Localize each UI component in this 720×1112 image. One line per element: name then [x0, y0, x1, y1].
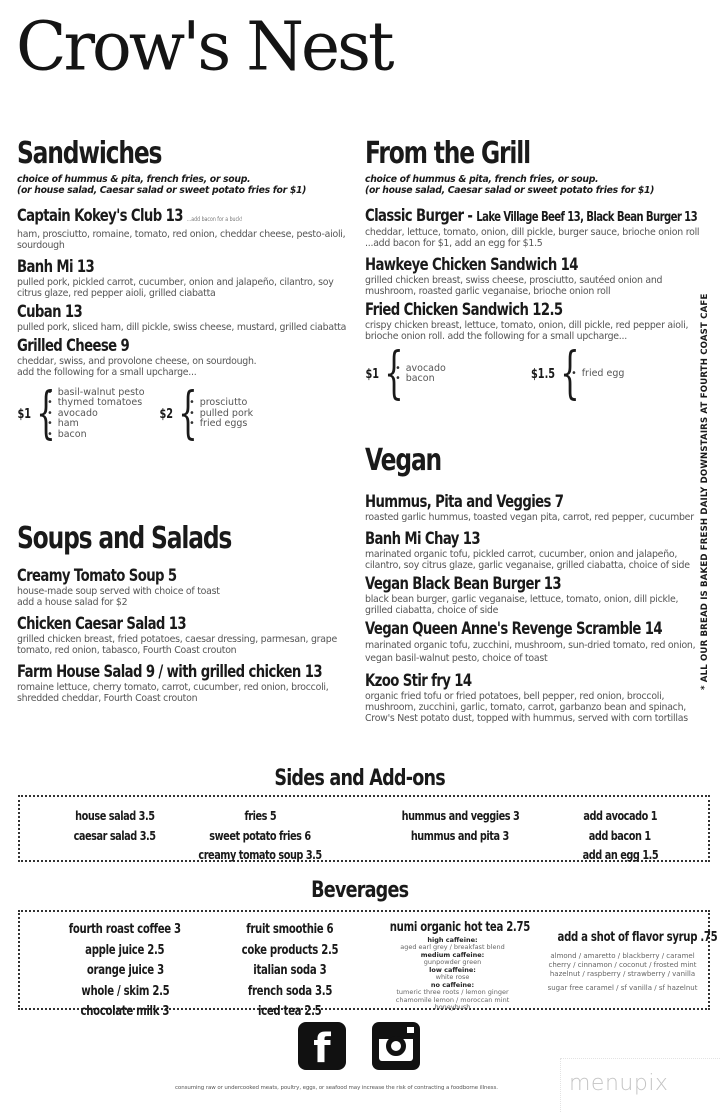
tea-group-heading: high caffeine: [427, 935, 478, 944]
item-name: Grilled Cheese 9 [17, 336, 130, 356]
tea-option: honeybush [434, 1003, 471, 1011]
watermark-text: menupix [569, 1071, 669, 1096]
menu-item [365, 574, 705, 616]
facebook-icon[interactable] [298, 1022, 346, 1070]
upcharge-group [361, 341, 446, 406]
facebook-glyph: f [313, 1026, 331, 1072]
upcharge-option: • bacon [395, 374, 446, 385]
item-name: Fried Chicken Sandwich 12.5 [365, 300, 563, 320]
beverage-item: italian soda 3 [253, 963, 327, 978]
item-subtitle: Lake Village Beef 13, Black Bean Burger 13 [476, 210, 698, 225]
item-description: romaine lettuce, cherry tomato, carrot, cucumber, red onion, broccoli, shredded cheddar, Fourth Coast crouton [17, 682, 329, 704]
upcharge-option: • prosciutto [189, 398, 253, 409]
tea-option: chamomile lemon / moroccan mint [395, 995, 510, 1004]
vegan-section [365, 444, 705, 724]
item-name: Cuban 13 [17, 302, 83, 322]
item-description: crispy chicken breast, lettuce, tomato, onion, dill pickle, red pepper aioli, brioche onion roll. add the following for a small upcharge... [365, 320, 689, 342]
upcharge-price: $2 [159, 406, 174, 422]
upcharge-option: • avocado [395, 364, 446, 375]
beverage-column [40, 918, 210, 1021]
beverage-item: iced tea 2.5 [258, 1004, 322, 1019]
syrup-flavors [535, 952, 710, 993]
item-name: Banh Mi 13 [17, 257, 95, 277]
item-description: pulled pork, pickled carrot, cucumber, onion and jalapeño, cilantro, soy citrus glaze, red pepper aioli, grilled ciabatta [17, 277, 334, 299]
syrup-title: add a shot of flavor syrup .75 [557, 930, 718, 945]
sides-box [18, 795, 710, 862]
side-item: creamy tomato soup 3.5 [198, 847, 322, 862]
upcharge-list [47, 388, 145, 441]
upcharge-option: • fried eggs [189, 419, 253, 430]
upcharge-options [365, 341, 700, 408]
side-item: hummus and veggies 3 [401, 808, 519, 823]
side-item: house salad 3.5 [75, 808, 155, 823]
upcharge-group [523, 341, 625, 406]
beverage-item: french soda 3.5 [247, 983, 333, 999]
beverage-item: apple juice 2.5 [85, 942, 165, 958]
instagram-lens [386, 1036, 406, 1056]
side-item: add bacon 1 [589, 827, 651, 843]
upcharge-option: • pulled pork [189, 409, 253, 420]
menu-item [365, 300, 700, 342]
section-title: Soups and Salads [17, 521, 232, 556]
watermark [560, 1058, 720, 1112]
item-title: Classic Burger - [365, 206, 477, 226]
sides-column [550, 805, 690, 864]
item-description: house-made soup served with choice of toast [17, 586, 220, 597]
syrup-line: sugar free caramel / sf vanilla / sf hazelnut [547, 983, 698, 992]
beverage-item: coke products 2.5 [241, 942, 339, 958]
brace-icon: { [36, 381, 56, 446]
side-item: add avocado 1 [583, 808, 657, 823]
item-name: Hawkeye Chicken Sandwich 14 [365, 255, 578, 275]
menu-item [17, 206, 352, 251]
item-description: grilled chicken breast, fried potatoes, caesar dressing, parmesan, grape tomato, red onion, tabasco, Fourth Coast crouton [17, 634, 337, 656]
menu-item [365, 492, 705, 523]
item-note: ...add bacon for a buck! [186, 216, 243, 223]
right-column [365, 136, 700, 724]
side-item: sweet potato fries 6 [209, 827, 311, 843]
item-name: Vegan Black Bean Burger 13 [365, 574, 561, 594]
section-title: Vegan [365, 443, 442, 478]
syrup-line: cherry / cinnamon / coconut / frosted mint [548, 960, 697, 969]
item-name: Banh Mi Chay 13 [365, 529, 480, 549]
tea-option: aged earl grey / breakfast blend [400, 943, 505, 951]
section-note [17, 174, 352, 196]
menu-item [365, 671, 705, 724]
item-name: Creamy Tomato Soup 5 [17, 566, 177, 586]
beverage-column [205, 918, 375, 1021]
side-item: add an egg 1.5 [582, 847, 658, 862]
item-description: organic fried tofu or fried potatoes, bell pepper, red onion, broccoli, mushroom, zucchini, garlic, tomato, carrot, garbanzo bean and spinach, Crow's Nest potato dust, topped with hummus, served with corn tortillas [365, 691, 688, 724]
item-description: ham, prosciutto, romaine, tomato, red onion, cheddar cheese, pesto-aioli, sourdough [17, 229, 346, 251]
tea-group-heading: low caffeine: [429, 965, 476, 974]
sandwiches-section [17, 137, 352, 448]
grill-section [365, 137, 700, 408]
brace-icon: { [178, 381, 198, 446]
instagram-icon[interactable] [372, 1022, 420, 1070]
upcharge-option: • fried egg [571, 369, 624, 380]
side-item: fries 5 [244, 808, 276, 823]
menu-item [365, 255, 700, 297]
side-item: caesar salad 3.5 [73, 827, 157, 843]
beverage-item: fruit smoothie 6 [246, 922, 334, 937]
tea-title: numi organic hot tea 2.75 [389, 920, 530, 935]
section-title: Sandwiches [17, 136, 162, 171]
item-description: pulled pork, sliced ham, dill pickle, swiss cheese, mustard, grilled ciabatta [17, 322, 347, 333]
item-title: Captain Kokey's Club 13 [17, 206, 183, 226]
upcharge-option: • ham [47, 419, 145, 430]
menu-item [365, 619, 705, 665]
item-name: Hummus, Pita and Veggies 7 [365, 492, 564, 512]
upcharge-option: • avocado [47, 409, 145, 420]
upcharge-option: • bacon [47, 430, 145, 441]
bread-note: * ALL OUR BREAD IS BAKED FRESH DAILY DOWNSTAIRS AT FOURTH COAST CAFE [700, 293, 710, 690]
menu-item [17, 257, 352, 299]
item-name: Vegan Queen Anne's Revenge Scramble 14 [365, 619, 662, 639]
note-line: choice of hummus & pita, french fries, or soup. [365, 174, 599, 185]
menu-item [365, 529, 705, 571]
sides-column [370, 805, 550, 844]
beverage-item: fourth roast coffee 3 [68, 922, 181, 937]
section-title: Beverages [311, 878, 409, 903]
left-column [17, 136, 352, 704]
tea-option: gunpowder green [423, 958, 482, 966]
note-line: (or house salad, Caesar salad or sweet potato fries for $1) [365, 185, 655, 196]
item-description: cheddar, lettuce, tomato, onion, dill pickle, burger sauce, brioche onion roll ...add bacon for $1, add an egg for $1.5 [365, 227, 700, 249]
syrup-line: hazelnut / raspberry / strawberry / vanilla [549, 969, 696, 978]
syrup-column [535, 926, 718, 993]
item-description: roasted garlic hummus, toasted vegan pita, carrot, red pepper, cucumber [365, 512, 694, 523]
beverage-item: orange juice 3 [86, 963, 164, 978]
upcharge-option: • basil-walnut pesto [47, 388, 145, 399]
sides-column [170, 805, 350, 864]
item-name: Chicken Caesar Salad 13 [17, 614, 186, 634]
menu-item [17, 336, 352, 378]
upcharge-option: • thymed tomatoes [47, 398, 145, 409]
section-note [365, 174, 700, 196]
section-title: Sides and Add-ons [274, 766, 446, 791]
sides-title [0, 766, 720, 791]
upcharge-group [13, 381, 145, 446]
beverage-item: whole / skim 2.5 [81, 983, 169, 999]
menu-item [365, 206, 700, 249]
upcharge-price: $1.5 [531, 366, 556, 382]
item-description: add a house salad for $2 [17, 597, 128, 608]
item-description: marinated organic tofu, pickled carrot, cucumber, onion and jalapeño, cilantro, soy citrus glaze, garlic veganaise, grilled ciabatta, choice of side [365, 549, 690, 571]
upcharge-list [189, 398, 253, 430]
restaurant-logo: Crow's Nest [16, 7, 392, 86]
upcharge-group [155, 381, 254, 446]
note-line: choice of hummus & pita, french fries, or soup. [17, 174, 251, 185]
item-name: Kzoo Stir fry 14 [365, 671, 472, 691]
tea-option: white rose [435, 973, 470, 981]
menu-item [17, 302, 352, 333]
note-line: (or house salad, Caesar salad or sweet potato fries for $1) [17, 185, 307, 196]
section-title: From the Grill [365, 136, 530, 171]
tea-option: tumeric three roots / lemon ginger [396, 988, 509, 996]
item-description: add the following for a small upcharge... [17, 367, 197, 378]
tea-group-heading: medium caffeine: [420, 950, 485, 959]
beverage-item: chocolate milk 3 [80, 1004, 170, 1019]
item-name [17, 207, 243, 229]
item-description: cheddar, swiss, and provolone cheese, on sourdough. [17, 356, 257, 367]
item-name: Farm House Salad 9 / with grilled chicken 13 [17, 662, 322, 682]
item-description: marinated organic tofu, zucchini, mushroom, sun-dried tomato, red onion, vegan basil-walnut pesto, choice of toast [365, 640, 696, 664]
item-name [365, 207, 697, 227]
upcharge-price: $1 [17, 406, 32, 422]
food-safety-disclaimer: consuming raw or undercooked meats, poultry, eggs, or seafood may increase the risk of contracting a foodborne illness. [175, 1085, 498, 1091]
soups-salads-section [17, 522, 357, 704]
menu-item [17, 566, 357, 608]
brace-icon: { [384, 341, 404, 406]
beverages-box [18, 910, 718, 1019]
upcharge-price: $1 [365, 366, 380, 382]
tea-group-heading: no caffeine: [430, 980, 475, 989]
brace-icon: { [560, 341, 580, 406]
item-description: grilled chicken breast, swiss cheese, prosciutto, sautéed onion and mushroom, roasted garlic veganaise, brioche onion roll [365, 275, 663, 297]
instagram-flash [407, 1027, 414, 1033]
upcharge-options [17, 381, 352, 448]
item-description: black bean burger, garlic veganaise, lettuce, tomato, onion, dill pickle, grilled ciabatta, choice of side [365, 594, 679, 616]
beverages-title [0, 878, 720, 903]
menu-item [17, 614, 357, 656]
tea-column [370, 916, 535, 1012]
syrup-line: almond / amaretto / blackberry / caramel [550, 951, 695, 960]
side-item: hummus and pita 3 [410, 827, 510, 843]
menu-item [17, 662, 357, 704]
